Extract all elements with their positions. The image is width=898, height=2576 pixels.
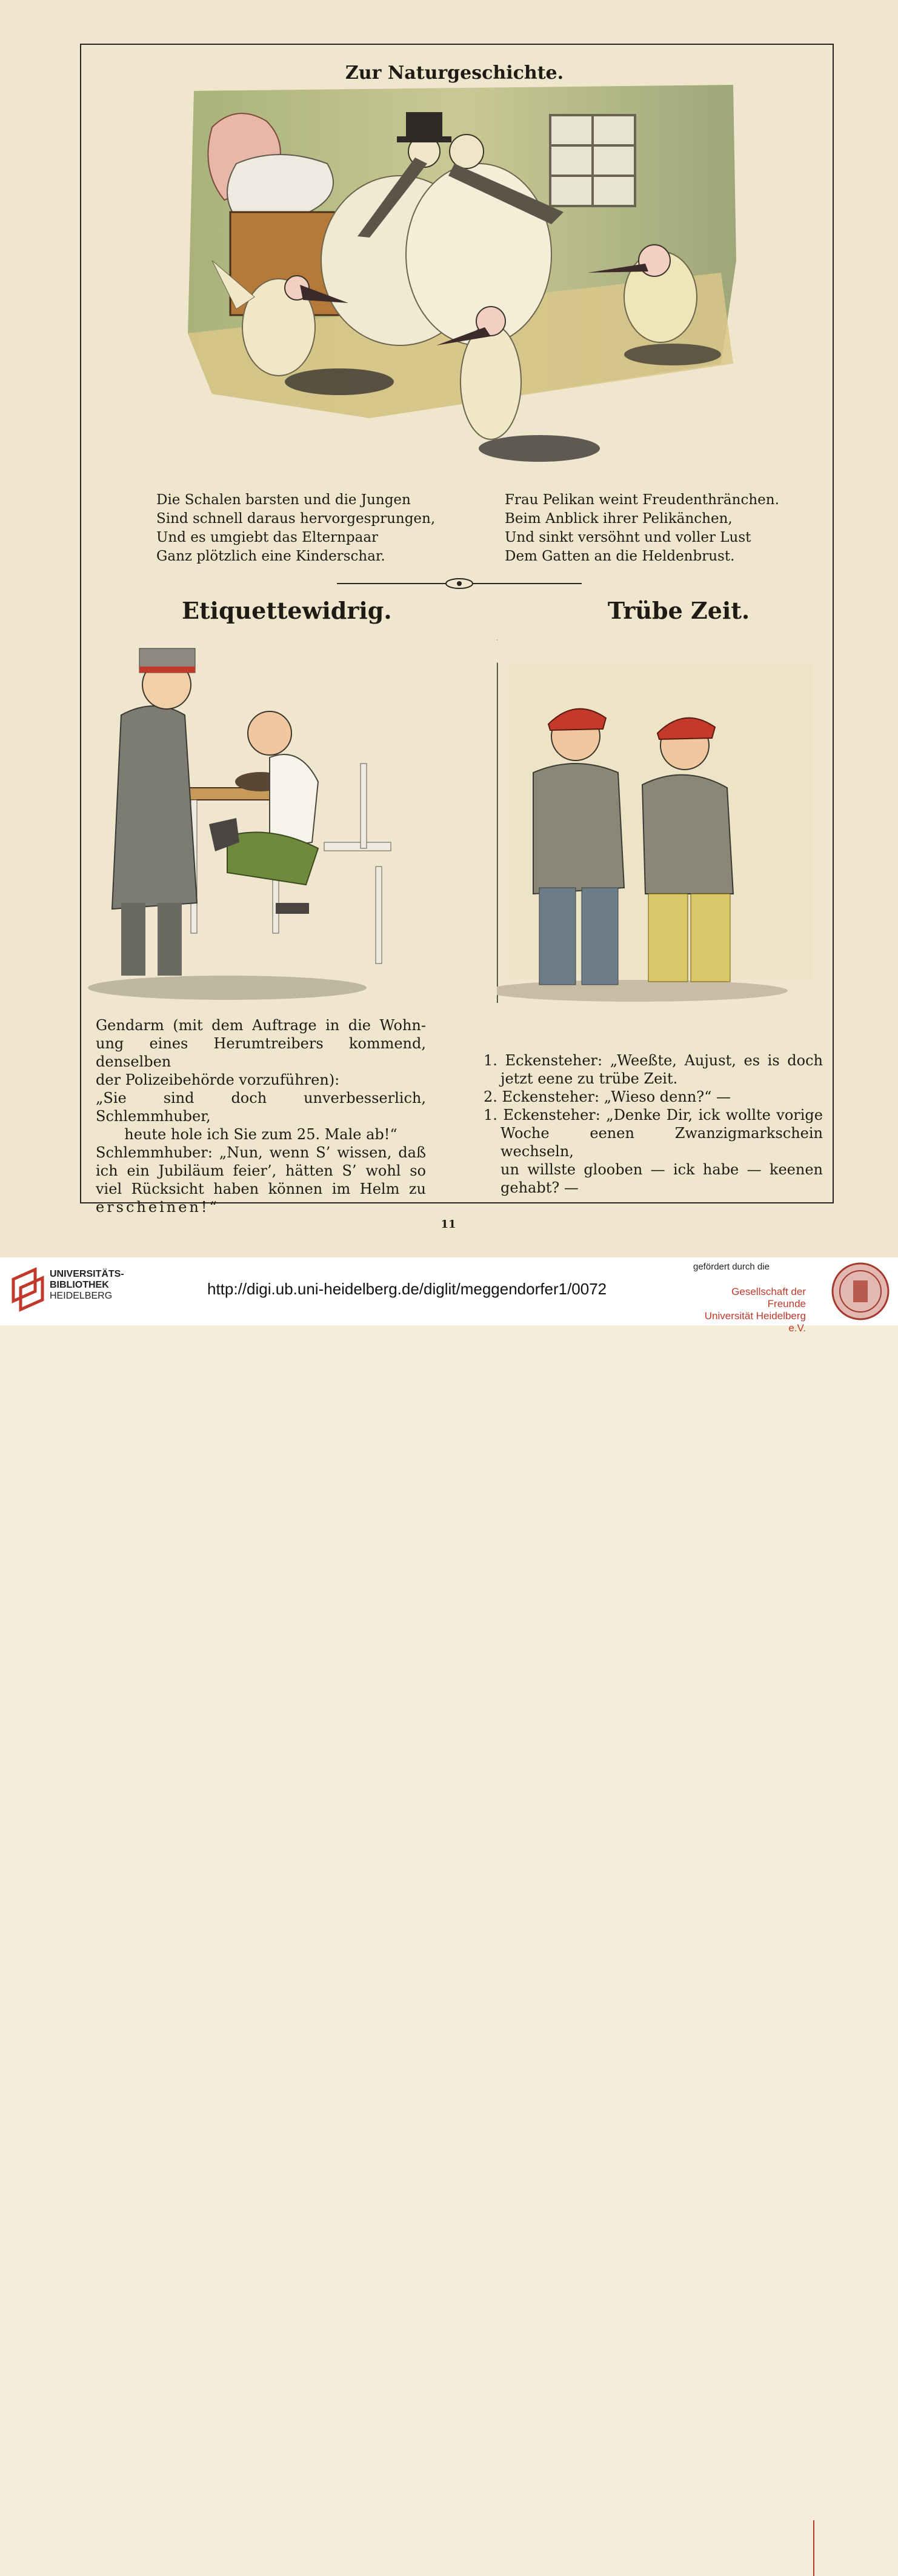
library-name-line: BIBLIOTHEK [50, 1280, 109, 1290]
dialog-truebe-zeit [484, 1051, 823, 1197]
verse-right-line: Frau Pelikan weint Freudenthränchen. [505, 492, 779, 508]
dialog-line: der Polizeibehörde vorzuführen): [96, 1071, 340, 1088]
ornamental-divider [337, 576, 582, 591]
footer-divider [813, 2520, 814, 2576]
dialog-line: heute hole ich Sie zum 25. Male ab!“ [124, 1126, 397, 1143]
verse-right-line: Und sinkt versöhnt und voller Lust [505, 530, 751, 545]
right-title: Trübe Zeit. [607, 597, 750, 624]
sponsor-name[interactable] [691, 1286, 806, 1334]
verse-left-line: Sind schnell daraus hervorgesprungen, [156, 511, 436, 527]
dialog-line: un willste glooben — ick habe — keenen [501, 1161, 823, 1178]
dialog-line: „Sie sind doch unverbesserlich, Schlemmhuber, [96, 1090, 426, 1125]
library-name-line: HEIDELBERG [50, 1291, 113, 1301]
page [0, 0, 898, 1257]
dialog-line: 1. Eckensteher: „Denke Dir, ick wollte vorige [484, 1107, 823, 1123]
verse-left-line: Und es umgiebt das Elternpaar [156, 530, 379, 545]
verse-left-line: Die Schalen barsten und die Jungen [156, 492, 411, 508]
library-name-line: UNIVERSITÄTS- [50, 1269, 124, 1279]
verse-right [505, 491, 779, 566]
verse-right-line: Beim Anblick ihrer Pelikänchen, [505, 511, 733, 527]
gendarm-illustration [88, 642, 464, 1006]
verse-left [156, 491, 435, 566]
dialog-etiquettewidrig [96, 1016, 426, 1216]
source-url[interactable]: http://digi.ub.uni-heidelberg.de/diglit/meggendorfer1/0072 [207, 1280, 607, 1298]
dialog-line: 2. Eckensteher: „Wieso denn?“ — [484, 1088, 731, 1105]
sponsor-label: gefördert durch die [693, 1262, 770, 1272]
pelican-illustration [188, 79, 745, 467]
verse-left-line: Ganz plötzlich eine Kinderschar. [156, 548, 385, 564]
university-seal-icon [830, 1261, 891, 1322]
dialog-line: gehabt? — [501, 1179, 579, 1196]
library-name [50, 1269, 124, 1302]
dialog-line: ich ein Jubiläum feier’, hätten S’ wohl so [96, 1162, 426, 1179]
left-title: Etiquettewidrig. [182, 597, 392, 624]
eckensteher-illustration [497, 639, 824, 1015]
dialog-line: Schlemmhuber: „Nun, wenn S’ wissen, daß [96, 1144, 426, 1161]
dialog-line: ung eines Herumtreibers kommend, denselben [96, 1035, 426, 1070]
verse-right-line: Dem Gatten an die Heldenbrust. [505, 548, 735, 564]
dialog-line: Gendarm (mit dem Auftrage in die Wohn- [96, 1017, 426, 1034]
sponsor-name-line: Universität Heidelberg e.V. [704, 1310, 806, 1334]
dialog-line: viel Rücksicht haben können im Helm zu [96, 1180, 426, 1197]
top-title: Zur Naturgeschichte. [345, 62, 564, 84]
dialog-line: Woche eenen Zwanzigmarkschein wechseln, [501, 1125, 823, 1160]
page-number: 11 [441, 1218, 456, 1231]
dialog-line: jetzt eene zu trübe Zeit. [501, 1070, 678, 1087]
dialog-line: 1. Eckensteher: „Weeßte, Aujust, es is doch [484, 1052, 823, 1069]
sponsor-name-line: Gesellschaft der Freunde [731, 1286, 806, 1310]
ub-logo-icon [11, 1267, 45, 1313]
dialog-line: erscheinen!“ [96, 1199, 219, 1216]
